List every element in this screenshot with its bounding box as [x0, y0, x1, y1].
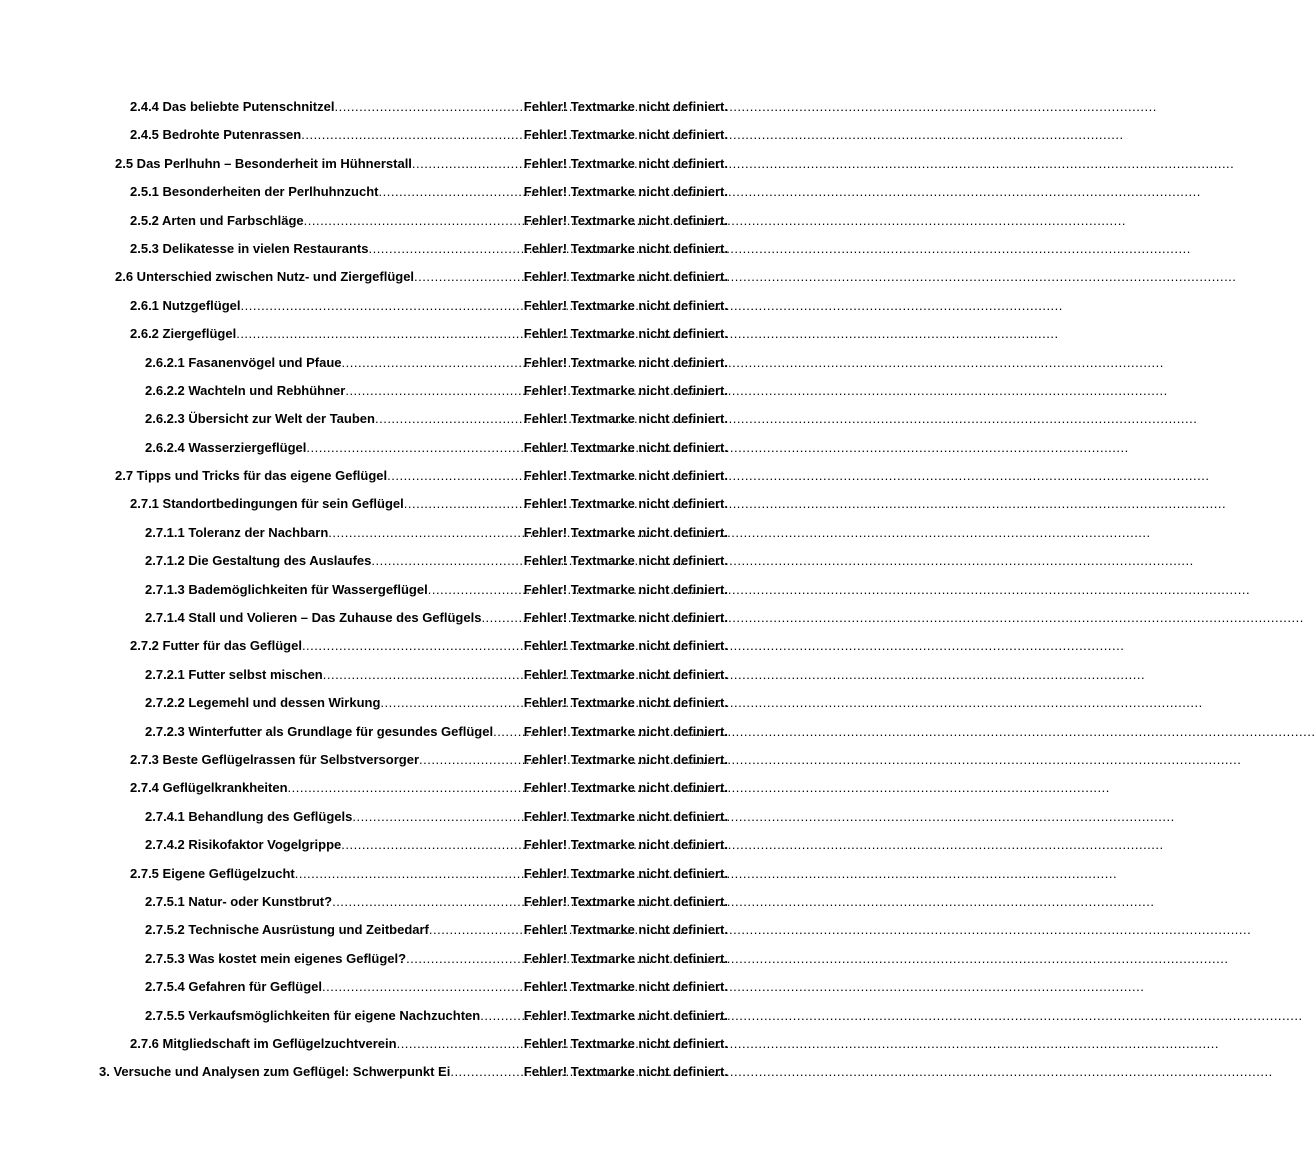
toc-entry-page-ref: Fehler! Textmarke nicht definiert. [523, 354, 728, 370]
toc-entry[interactable] [0, 494, 827, 522]
toc-entry-page-ref: Fehler! Textmarke nicht definiert. [523, 979, 728, 995]
toc-entry[interactable] [0, 211, 827, 239]
toc-entry-title[interactable]: 2.6.2 Ziergeflügel [130, 326, 237, 342]
toc-entry-page-ref: Fehler! Textmarke nicht definiert. [523, 240, 728, 256]
toc-entry[interactable] [0, 892, 827, 920]
toc-entry-title[interactable]: 2.7.6 Mitgliedschaft im Geflügelzuchtverein [130, 1035, 397, 1051]
dot-leader [397, 1034, 524, 1054]
dot-leader [493, 722, 524, 742]
toc-entry[interactable] [0, 551, 827, 579]
toc-entry-title[interactable]: 2.7.1.1 Toleranz der Nachbarn [145, 524, 329, 540]
toc-entry[interactable] [0, 750, 827, 778]
toc-entry-page-ref: Fehler! Textmarke nicht definiert. [523, 184, 728, 200]
dot-leader [419, 750, 524, 770]
dot-leader [380, 693, 523, 713]
dot-leader [352, 807, 523, 827]
dot-leader [450, 1062, 523, 1082]
toc-entry-title[interactable]: 2.7.1.2 Die Gestaltung des Auslaufes [145, 553, 372, 569]
toc-entry-title[interactable]: 3. Versuche und Analysen zum Geflügel: Schwerpunkt Ei [99, 1064, 451, 1080]
toc-entry[interactable] [0, 125, 827, 153]
dot-leader [332, 892, 524, 912]
dot-leader [368, 239, 523, 259]
toc-entry-page-ref: Fehler! Textmarke nicht definiert. [523, 99, 728, 114]
toc-entry-title[interactable]: 2.7.5 Eigene Geflügelzucht [130, 865, 295, 881]
toc-entry[interactable] [0, 296, 827, 324]
toc-entry[interactable] [0, 636, 827, 664]
toc-entry-title[interactable]: 2.6.2.3 Übersicht zur Welt der Tauben [145, 411, 375, 427]
toc-entry[interactable] [0, 949, 827, 977]
dot-leader [306, 438, 523, 458]
toc-entry-title[interactable]: 2.7.5.4 Gefahren für Geflügel [145, 979, 322, 995]
toc-entry-title[interactable]: 2.6.1 Nutzgeflügel [130, 297, 241, 313]
toc-entry-title[interactable]: 2.7.2.2 Legemehl und dessen Wirkung [145, 695, 381, 711]
toc-entry-title[interactable]: 2.6 Unterschied zwischen Nutz- und Ziergeflügel [115, 269, 415, 285]
toc-entry-page-ref: Fehler! Textmarke nicht definiert. [523, 638, 728, 654]
toc-entry-title[interactable]: 2.5.3 Delikatesse in vielen Restaurants [130, 240, 369, 256]
toc-entry-page-ref: Fehler! Textmarke nicht definiert. [523, 922, 728, 938]
toc-entry-title[interactable]: 2.7.2.3 Winterfutter als Grundlage für gesundes Geflügel [145, 723, 494, 739]
toc-entry[interactable] [0, 807, 827, 835]
toc-entry-page-ref: Fehler! Textmarke nicht definiert. [523, 496, 728, 512]
toc-entry[interactable] [0, 182, 827, 210]
toc-entry-page-ref: Fehler! Textmarke nicht definiert. [523, 553, 728, 569]
toc-entry[interactable] [0, 693, 827, 721]
dot-leader [341, 835, 524, 855]
toc-entry-page-ref: Fehler! Textmarke nicht definiert. [523, 326, 728, 342]
toc-entry-page-ref: Fehler! Textmarke nicht definiert. [523, 780, 728, 796]
toc-entry-page-ref: Fehler! Textmarke nicht definiert. [523, 1064, 728, 1080]
dot-leader [322, 977, 524, 997]
table-of-contents [0, 97, 827, 1091]
toc-entry-page-ref: Fehler! Textmarke nicht definiert. [523, 127, 728, 143]
toc-entry-title[interactable]: 2.4.5 Bedrohte Putenrassen [130, 127, 302, 143]
toc-entry[interactable] [0, 778, 827, 806]
toc-entry[interactable] [0, 665, 827, 693]
dot-leader [328, 523, 524, 543]
toc-entry-page-ref: Fehler! Textmarke nicht definiert. [523, 723, 728, 739]
toc-entry-title[interactable]: 2.6.2.4 Wasserziergeflügel [145, 439, 307, 455]
toc-entry-page-ref: Fehler! Textmarke nicht definiert. [523, 695, 728, 711]
dot-leader [301, 125, 524, 145]
toc-entry[interactable] [0, 97, 827, 125]
toc-entry-page-ref: Fehler! Textmarke nicht definiert. [523, 751, 728, 767]
dot-leader [379, 182, 524, 202]
toc-entry[interactable] [0, 580, 827, 608]
toc-entry[interactable] [0, 523, 827, 551]
dot-leader [481, 608, 523, 628]
toc-entry[interactable] [0, 1034, 827, 1062]
dot-leader [387, 466, 524, 486]
toc-entry-page-ref: Fehler! Textmarke nicht definiert. [523, 808, 728, 824]
toc-entry-title[interactable]: 2.7.4 Geflügelkrankheiten [130, 780, 288, 796]
toc-entry-page-ref: Fehler! Textmarke nicht definiert. [523, 524, 728, 540]
dot-leader [304, 211, 524, 231]
dot-leader [404, 494, 524, 514]
dot-leader [429, 920, 524, 940]
toc-entry[interactable] [0, 154, 827, 182]
toc-entry[interactable] [0, 466, 827, 494]
toc-entry-title[interactable]: 2.7 Tipps und Tricks für das eigene Geflügel [115, 468, 388, 484]
toc-entry-page-ref: Fehler! Textmarke nicht definiert. [523, 865, 728, 881]
toc-entry[interactable] [0, 239, 827, 267]
toc-entry-page-ref: Fehler! Textmarke nicht definiert. [523, 468, 728, 484]
toc-entry[interactable] [0, 864, 827, 892]
toc-entry-page-ref: Fehler! Textmarke nicht definiert. [523, 382, 728, 398]
dot-leader [334, 97, 523, 117]
toc-entry[interactable] [0, 438, 827, 466]
toc-entry[interactable] [0, 977, 827, 1005]
toc-entry[interactable] [0, 267, 827, 295]
toc-entry-title[interactable]: 2.5.2 Arten und Farbschläge [130, 212, 304, 228]
dot-leader [342, 353, 524, 373]
toc-entry-title[interactable]: 2.7.5.2 Technische Ausrüstung und Zeitbedarf [145, 922, 429, 938]
dot-leader [428, 580, 524, 600]
toc-entry[interactable] [0, 608, 827, 636]
toc-entry[interactable] [0, 1006, 827, 1034]
toc-entry-page-ref: Fehler! Textmarke nicht definiert. [523, 1007, 728, 1023]
toc-entry-page-ref: Fehler! Textmarke nicht definiert. [523, 950, 728, 966]
dot-leader [375, 409, 524, 429]
toc-entry-title[interactable]: 2.7.5.1 Natur- oder Kunstbrut? [145, 893, 333, 909]
toc-entry-title[interactable]: 2.7.4.1 Behandlung des Geflügels [145, 808, 353, 824]
toc-entry-title[interactable]: 2.5 Das Perlhuhn – Besonderheit im Hühnerstall [115, 155, 412, 171]
dot-leader [302, 636, 524, 656]
dot-leader [406, 949, 524, 969]
toc-entry-page-ref: Fehler! Textmarke nicht definiert. [523, 439, 728, 455]
toc-entry-page-ref: Fehler! Textmarke nicht definiert. [523, 666, 728, 682]
toc-entry-title[interactable]: 2.7.1.3 Bademöglichkeiten für Wassergeflügel [145, 581, 428, 597]
toc-entry[interactable] [0, 381, 827, 409]
toc-entry-page-ref: Fehler! Textmarke nicht definiert. [523, 411, 728, 427]
toc-entry-title[interactable]: 2.7.4.2 Risikofaktor Vogelgrippe [145, 837, 342, 853]
toc-entry[interactable] [0, 409, 827, 437]
toc-entry-title[interactable]: 2.7.1 Standortbedingungen für sein Geflügel [130, 496, 404, 512]
toc-entry-title[interactable]: 2.6.2.2 Wachteln und Rebhühner [145, 382, 346, 398]
toc-entry-page-ref: Fehler! Textmarke nicht definiert. [523, 610, 728, 626]
toc-entry-title[interactable]: 2.7.5.5 Verkaufsmöglichkeiten für eigene Nachzuchten [145, 1007, 481, 1023]
toc-entry-title[interactable]: 2.7.2 Futter für das Geflügel [130, 638, 302, 654]
toc-entry[interactable] [0, 1062, 827, 1090]
toc-entry-title[interactable]: 2.7.2.1 Futter selbst mischen [145, 666, 323, 682]
toc-entry-page-ref: Fehler! Textmarke nicht definiert. [523, 837, 728, 853]
toc-entry-page-ref: Fehler! Textmarke nicht definiert. [523, 893, 728, 909]
dot-leader [288, 778, 524, 798]
dot-leader [345, 381, 523, 401]
dot-leader [414, 267, 524, 287]
toc-entry[interactable] [0, 324, 827, 352]
toc-entry-page-ref: Fehler! Textmarke nicht definiert. [523, 155, 728, 171]
toc-entry[interactable] [0, 353, 827, 381]
toc-entry-title[interactable]: 2.7.5.3 Was kostet mein eigenes Geflügel? [145, 950, 407, 966]
toc-entry-title[interactable]: 2.4.4 Das beliebte Putenschnitzel [130, 99, 335, 114]
toc-entry-page-ref: Fehler! Textmarke nicht definiert. [523, 269, 728, 285]
dot-leader [295, 864, 524, 884]
dot-leader [412, 154, 524, 174]
toc-entry-title[interactable]: 2.6.2.1 Fasanenvögel und Pfaue [145, 354, 342, 370]
dot-leader [241, 296, 524, 316]
toc-entry-page-ref: Fehler! Textmarke nicht definiert. [523, 297, 728, 313]
toc-entry-page-ref: Fehler! Textmarke nicht definiert. [523, 581, 728, 597]
dot-leader [236, 324, 524, 344]
toc-entry-title[interactable]: 2.7.3 Beste Geflügelrassen für Selbstversorger [130, 751, 420, 767]
dot-leader [371, 551, 523, 571]
toc-entry-page-ref: Fehler! Textmarke nicht definiert. [523, 212, 728, 228]
toc-entry[interactable] [0, 722, 827, 750]
toc-entry-page-ref: Fehler! Textmarke nicht definiert. [523, 1035, 728, 1051]
dot-leader [323, 665, 524, 685]
toc-entry[interactable] [0, 920, 827, 948]
toc-entry-title[interactable]: 2.7.1.4 Stall und Volieren – Das Zuhause des Geflügels [145, 610, 482, 626]
dot-leader [480, 1006, 524, 1026]
toc-entry[interactable] [0, 835, 827, 863]
toc-entry-title[interactable]: 2.5.1 Besonderheiten der Perlhuhnzucht [130, 184, 379, 200]
